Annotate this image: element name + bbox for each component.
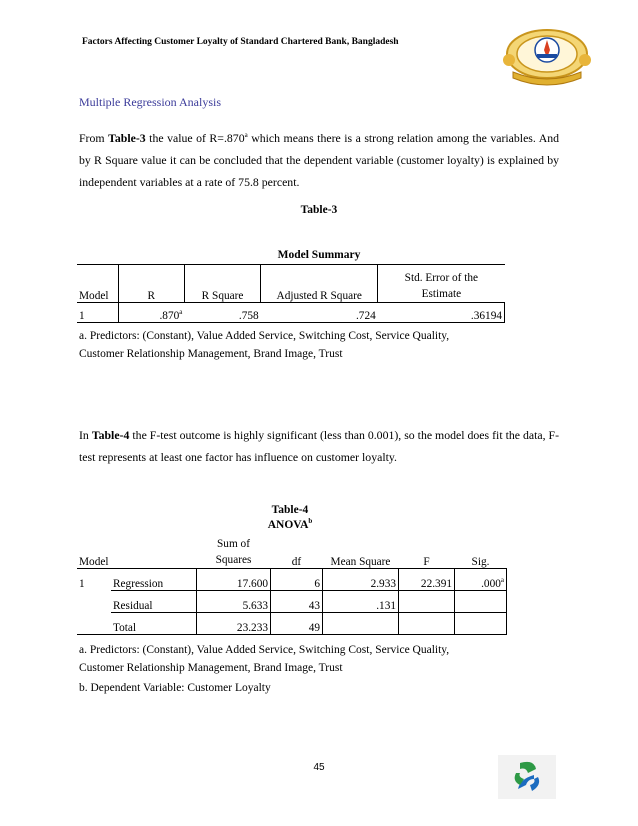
cell-label: Regression bbox=[111, 568, 197, 590]
university-logo bbox=[497, 20, 597, 92]
cell-r-value: .870 bbox=[159, 310, 180, 322]
col-std-error-line1: Std. Error of the bbox=[404, 272, 479, 284]
cell-f bbox=[399, 612, 455, 634]
cell-r-sup: a bbox=[179, 308, 183, 317]
cell-ms bbox=[323, 612, 399, 634]
cell-ms: 2.933 bbox=[323, 568, 399, 590]
para2-text: the F-test outcome is highly significant (less than 0.001), so the model does fit the data, F- test represents at least one factor has influence on customer loyalty. bbox=[79, 428, 560, 464]
table4-title: ANOVA bbox=[267, 519, 309, 531]
table3-footnote-1: a. Predictors: (Constant), Value Added Service, Switching Cost, Service Quality, bbox=[79, 330, 450, 342]
anova-table bbox=[77, 534, 507, 635]
table3-caption: Table-3 bbox=[300, 204, 338, 216]
col-std-error bbox=[378, 265, 505, 303]
para1-sup: a bbox=[244, 131, 248, 140]
standard-chartered-logo bbox=[498, 755, 556, 799]
cell-ss: 17.600 bbox=[197, 568, 271, 590]
col-f: F bbox=[423, 555, 430, 568]
col-adj-r-square: Adjusted R Square bbox=[261, 265, 378, 303]
cell-ss: 5.633 bbox=[197, 590, 271, 612]
table-row bbox=[77, 568, 507, 590]
col-r-square: R Square bbox=[184, 265, 260, 303]
table4-caption: Table-4 bbox=[271, 504, 309, 516]
table3-title: Model Summary bbox=[277, 249, 361, 261]
table-row bbox=[77, 303, 505, 323]
cell-std-error: .36194 bbox=[378, 303, 505, 323]
header-title: Factors Affecting Customer Loyalty of Standard Chartered Bank, Bangladesh bbox=[82, 37, 399, 47]
cell-adj-r-square: .724 bbox=[261, 303, 378, 323]
paragraph-2 bbox=[79, 424, 559, 468]
table4-footnote-1: a. Predictors: (Constant), Value Added Service, Switching Cost, Service Quality, bbox=[79, 644, 450, 656]
cell-model: 1 bbox=[77, 568, 111, 590]
col-model: Model bbox=[79, 555, 109, 568]
cell-sig-sup: a bbox=[500, 575, 504, 584]
cell-r bbox=[118, 303, 184, 323]
paragraph-1 bbox=[79, 127, 559, 193]
table-ref: Table-4 bbox=[91, 428, 130, 442]
page-number: 45 bbox=[313, 762, 325, 773]
col-mean-square: Mean Square bbox=[330, 555, 391, 568]
para1-text1: the value of R=.870 bbox=[149, 131, 245, 145]
cell-label: Total bbox=[111, 612, 197, 634]
cell-df: 49 bbox=[271, 612, 323, 634]
model-summary-table bbox=[77, 264, 505, 323]
cell-model: 1 bbox=[77, 303, 118, 323]
table4-footnote-3: b. Dependent Variable: Customer Loyalty bbox=[79, 682, 271, 694]
col-std-error-line2: Estimate bbox=[421, 288, 462, 300]
cell-sig-value: .000 bbox=[481, 577, 501, 590]
table-ref: Table-3 bbox=[108, 131, 146, 145]
table4-footnote-2: Customer Relationship Management, Brand Image, Trust bbox=[79, 662, 343, 674]
cell-df: 6 bbox=[271, 568, 323, 590]
cell-sig bbox=[455, 568, 507, 590]
cell-r-square: .758 bbox=[184, 303, 260, 323]
cell-f bbox=[399, 590, 455, 612]
section-heading: Multiple Regression Analysis bbox=[79, 95, 221, 109]
cell-ms: .131 bbox=[323, 590, 399, 612]
para1-lead: From bbox=[79, 131, 105, 145]
col-model: Model bbox=[77, 265, 118, 303]
para1-text2: which means there is a strong relation among the variables. And by R Square value it can be concluded that the dependent variable (customer loyalty) is explained by independent variables at a rate of 75.8 percent. bbox=[79, 131, 560, 189]
cell-model bbox=[77, 590, 111, 612]
col-r: R bbox=[118, 265, 184, 303]
col-ss-line2: Squares bbox=[215, 553, 252, 566]
table3-footnote-2: Customer Relationship Management, Brand Image, Trust bbox=[79, 348, 343, 360]
col-sig: Sig. bbox=[471, 555, 490, 568]
table-row bbox=[77, 612, 507, 634]
cell-label: Residual bbox=[111, 590, 197, 612]
cell-ss: 23.233 bbox=[197, 612, 271, 634]
cell-f: 22.391 bbox=[399, 568, 455, 590]
col-ss-line1: Sum of bbox=[217, 537, 250, 550]
table-row bbox=[77, 590, 507, 612]
cell-df: 43 bbox=[271, 590, 323, 612]
table4-heading bbox=[250, 503, 330, 533]
cell-model bbox=[77, 612, 111, 634]
col-sum-of-squares bbox=[197, 534, 271, 568]
table4-title-sup: b bbox=[308, 517, 313, 526]
para2-lead: In bbox=[79, 428, 89, 442]
col-df: df bbox=[291, 555, 302, 568]
cell-sig bbox=[455, 612, 507, 634]
cell-sig bbox=[455, 590, 507, 612]
